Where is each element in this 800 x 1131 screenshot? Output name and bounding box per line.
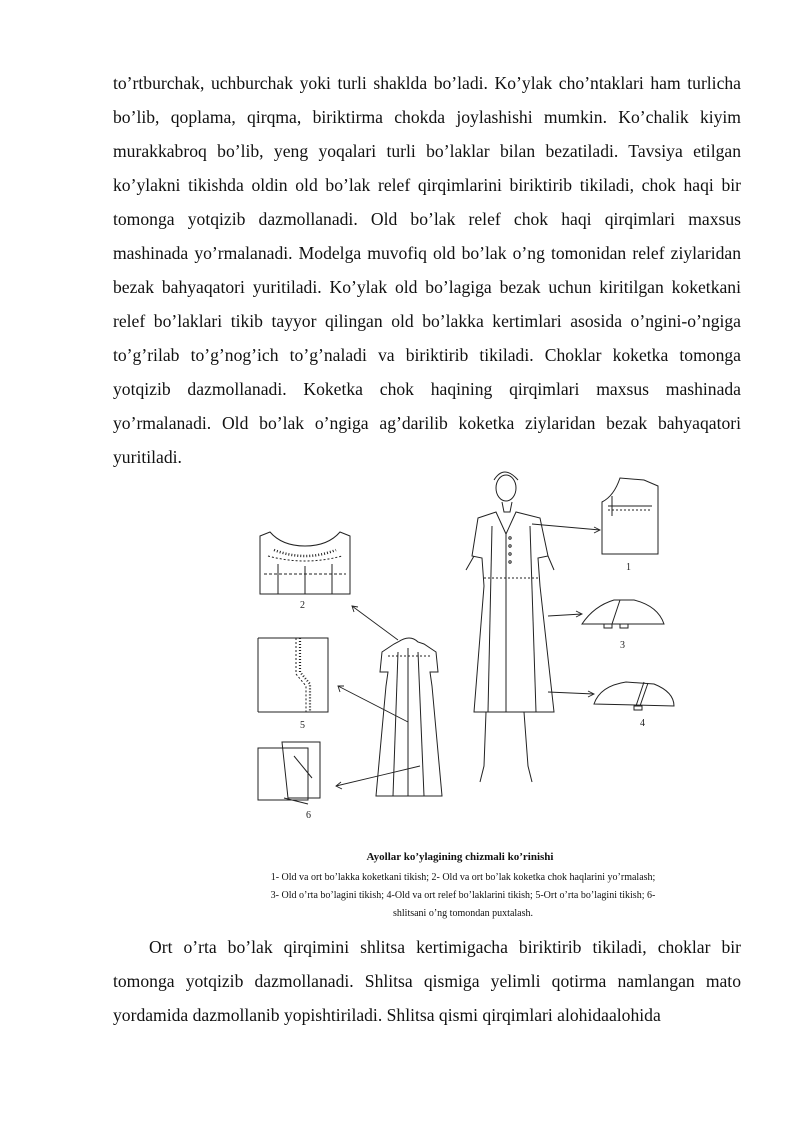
label-1: 1	[626, 562, 631, 573]
leader-arrows	[336, 524, 600, 789]
detail-5-drawing	[258, 638, 328, 712]
figure-caption-title: Ayollar ko’ylagining chizmali ko’rinishi	[366, 851, 554, 863]
detail-3-drawing	[582, 600, 664, 628]
label-3: 3	[620, 640, 625, 651]
label-5: 5	[300, 720, 305, 731]
body-paragraph-top: to’rtburchak, uchburchak yoki turli shaklda bo’ladi. Ko’ylak cho’ntaklari ham turlicha bo’lib, qoplama, qirqma, biriktirma chokda joylashishi mumkin. Ko’chalik kiyim murakkabroq bo’lib, yeng yoqalari turli bo’laklar bilan bezatiladi. Tavsiya etilgan ko’ylakni tikishda oldin old bo’lak relef qirqimlarini biriktirib tikiladi, chok haqi bir tomonga yotqizib dazmollanadi. Old bo’lak relef chok haqi qirqimlari maxsus mashinada yo’rmalanadi. Modelga muvofiq old bo’lak o’ng tomonidan relef ziylaridan bezak bahyaqatori yuritiladi. Ko’ylak old bo’lagiga bezak uchun kiritilgan koketkani relef bo’laklari tikib tayyor qilingan old bo’lakka kertimlari asosida o’ngini-o’ngiga to’g’rilab to’g’nog’ich to’g’naladi va biriktirib tikiladi. Choklar koketka tomonga yotqizib dazmollanadi. Koketka chok haqining qirqimlari maxsus mashinada yo’rmalanadi. Old bo’lak o’ngiga ag’darilib koketka ziylaridan bezak bahyaqatori yuritiladi.	[113, 73, 741, 467]
label-4: 4	[640, 718, 645, 729]
label-6: 6	[306, 810, 311, 821]
detail-6-drawing	[258, 742, 320, 804]
detail-4-drawing	[594, 682, 674, 710]
dress-technical-drawing	[248, 466, 688, 826]
dress-front-view-figure	[466, 472, 554, 782]
body-paragraph-bottom: Ort o’rta bo’lak qirqimini shlitsa kertimigacha biriktirib tikiladi, choklar bir tomonga yotqizib dazmollanadi. Shlitsa qismiga yelimli qotirma namlangan mato yordamida dazmollanib yopishtiriladi. Shlitsa qismi qirqimlari alohidaalohida	[113, 937, 741, 1025]
label-2: 2	[300, 600, 305, 611]
dress-back-view	[376, 638, 442, 796]
detail-2-drawing	[260, 532, 350, 594]
detail-1-drawing	[602, 478, 658, 554]
figure-caption-body: 1- Old va ort bo’lakka koketkani tikish; 2- Old va ort bo’lak koketka chok haqlarini yo’rmalash; 3- Old o’rta bo’lagini tikish; 4-Old va ort relef bo’laklarini tikish; 5-Ort o’rta bo’lagini tikish; 6-shlitsani o’ng tomondan puxtalash.	[270, 872, 656, 919]
